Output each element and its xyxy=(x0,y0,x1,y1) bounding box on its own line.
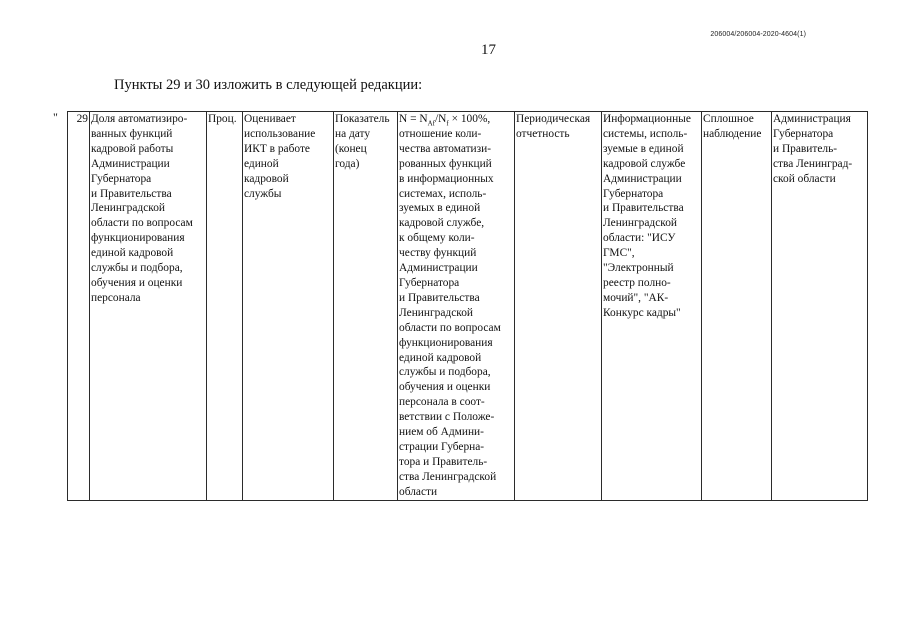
cell-text-line: персонала в соот- xyxy=(399,396,485,409)
cell-text-line: и Правительства xyxy=(91,187,172,200)
observation-method-cell xyxy=(702,112,772,501)
cell-text-line: ской области xyxy=(773,172,836,185)
cell-text-line: зуемые в единой xyxy=(603,142,684,155)
cell-text-line: единой xyxy=(244,157,279,170)
cell-text-line: реестр полно- xyxy=(603,276,671,289)
cell-text-line: страции Губерна- xyxy=(399,440,485,453)
cell-text-line: мочий", "АК- xyxy=(603,291,669,304)
cell-text-line: единой кадровой xyxy=(91,247,174,260)
information-systems-cell xyxy=(602,112,702,501)
cell-text-line: функционирования xyxy=(399,336,493,349)
cell-text-line: Оценивает xyxy=(244,113,296,125)
cell-text-line: рованных функций xyxy=(399,157,492,170)
indicator-table xyxy=(67,111,868,501)
cell-text-line: Администрации xyxy=(91,157,170,170)
cell-text-line: к общему коли- xyxy=(399,232,475,245)
cell-text-line: наблюдение xyxy=(703,127,762,140)
cell-text-line: и Правительства xyxy=(603,202,684,215)
cell-text-line: службы и подбора, xyxy=(91,262,183,275)
cell-text-line: использование xyxy=(244,127,316,140)
cell-text-line: кадровой службе, xyxy=(399,217,485,230)
cell-text-line: ветствии с Положе- xyxy=(399,411,495,424)
opening-quote-mark: " xyxy=(53,110,58,124)
cell-text-line: ства Ленинград- xyxy=(773,157,853,170)
cell-text-line: тора и Правитель- xyxy=(399,455,488,468)
cell-text-line: Губернатора xyxy=(91,172,152,185)
cell-text-line: Администрации xyxy=(603,172,682,185)
cell-text-line: Периодическая xyxy=(516,113,591,125)
cell-text-line: честву функций xyxy=(399,247,477,260)
cell-text-line: функционирования xyxy=(91,232,185,245)
cell-text-line: Ленинградской xyxy=(91,202,166,215)
table-row xyxy=(68,112,868,501)
formula-cell xyxy=(398,112,515,501)
description-cell xyxy=(243,112,334,501)
cell-text-line: Ленинградской xyxy=(603,217,678,230)
cell-text-line: отчетность xyxy=(516,127,570,140)
cell-text-line: в информационных xyxy=(399,172,494,185)
formula-description xyxy=(399,127,513,500)
cell-text-line: и Правительства xyxy=(399,291,480,304)
cell-text-line: обучения и оценки xyxy=(91,276,183,289)
cell-text-line: ИКТ в работе xyxy=(244,142,310,155)
cell-text-line: кадровой работы xyxy=(91,142,174,155)
cell-text-line: кадровой xyxy=(244,172,289,185)
cell-text-line: системы, исполь- xyxy=(603,127,688,140)
cell-text-line: обучения и оценки xyxy=(399,381,491,394)
intro-text: Пункты 29 и 30 изложить в следующей редакции: xyxy=(114,77,423,93)
cell-text-line: ГМС", xyxy=(603,247,635,260)
cell-text-line: кадровой службе xyxy=(603,157,686,170)
cell-text-line: системах, исполь- xyxy=(399,187,487,200)
cell-text-line: ства Ленинградской xyxy=(399,470,497,483)
indicator-type-cell xyxy=(334,112,398,501)
cell-text-line: отношение коли- xyxy=(399,127,482,140)
cell-text-line: Губернатора xyxy=(603,187,664,200)
cell-text-line: Доля автоматизиро- xyxy=(91,113,188,125)
cell-text-line: области по вопросам xyxy=(91,217,193,230)
formula-expression: $N = N_{Af}/N_f \times 100\%$, xyxy=(399,113,491,128)
cell-text-line: области xyxy=(399,485,438,498)
cell-text-line: Показатель xyxy=(335,113,390,125)
cell-text-line: области по вопросам xyxy=(399,321,501,334)
page-number: 17 xyxy=(481,42,496,58)
cell-text-line: единой кадровой xyxy=(399,351,482,364)
cell-text-line: персонала xyxy=(91,291,141,304)
cell-text-line: "Электронный xyxy=(603,262,674,275)
indicator-name-cell xyxy=(90,112,207,501)
cell-text-line: Губернатора xyxy=(773,127,834,140)
cell-text-line: ванных функций xyxy=(91,127,173,140)
unit-cell: Проц. xyxy=(207,112,243,501)
cell-text-line: на дату xyxy=(335,127,371,140)
cell-text-line: Администрация xyxy=(773,113,851,125)
cell-text-line: Губернатора xyxy=(399,276,460,289)
cell-text-line: нием об Админи- xyxy=(399,426,484,439)
document-code: 206004/206004-2020-4604(1) xyxy=(710,31,806,38)
cell-text-line: зуемых в единой xyxy=(399,202,481,215)
cell-text-line: Администрации xyxy=(399,262,478,275)
data-source-cell xyxy=(515,112,602,501)
responsible-body-cell xyxy=(772,112,868,501)
cell-text-line: Конкурс кадры" xyxy=(603,306,681,319)
cell-text-line: Ленинградской xyxy=(399,306,474,319)
cell-text-line: и Правитель- xyxy=(773,142,838,155)
cell-text-line: области: "ИСУ xyxy=(603,232,676,245)
cell-text-line: службы xyxy=(244,187,282,200)
cell-text-line: Сплошное xyxy=(703,113,754,125)
cell-text-line: года) xyxy=(335,157,360,170)
cell-text-line: чества автоматизи- xyxy=(399,142,492,155)
cell-text-line: (конец xyxy=(335,142,367,155)
cell-text-line: Информационные xyxy=(603,113,691,125)
row-number: 29 xyxy=(68,112,90,501)
cell-text-line: службы и подбора, xyxy=(399,366,491,379)
